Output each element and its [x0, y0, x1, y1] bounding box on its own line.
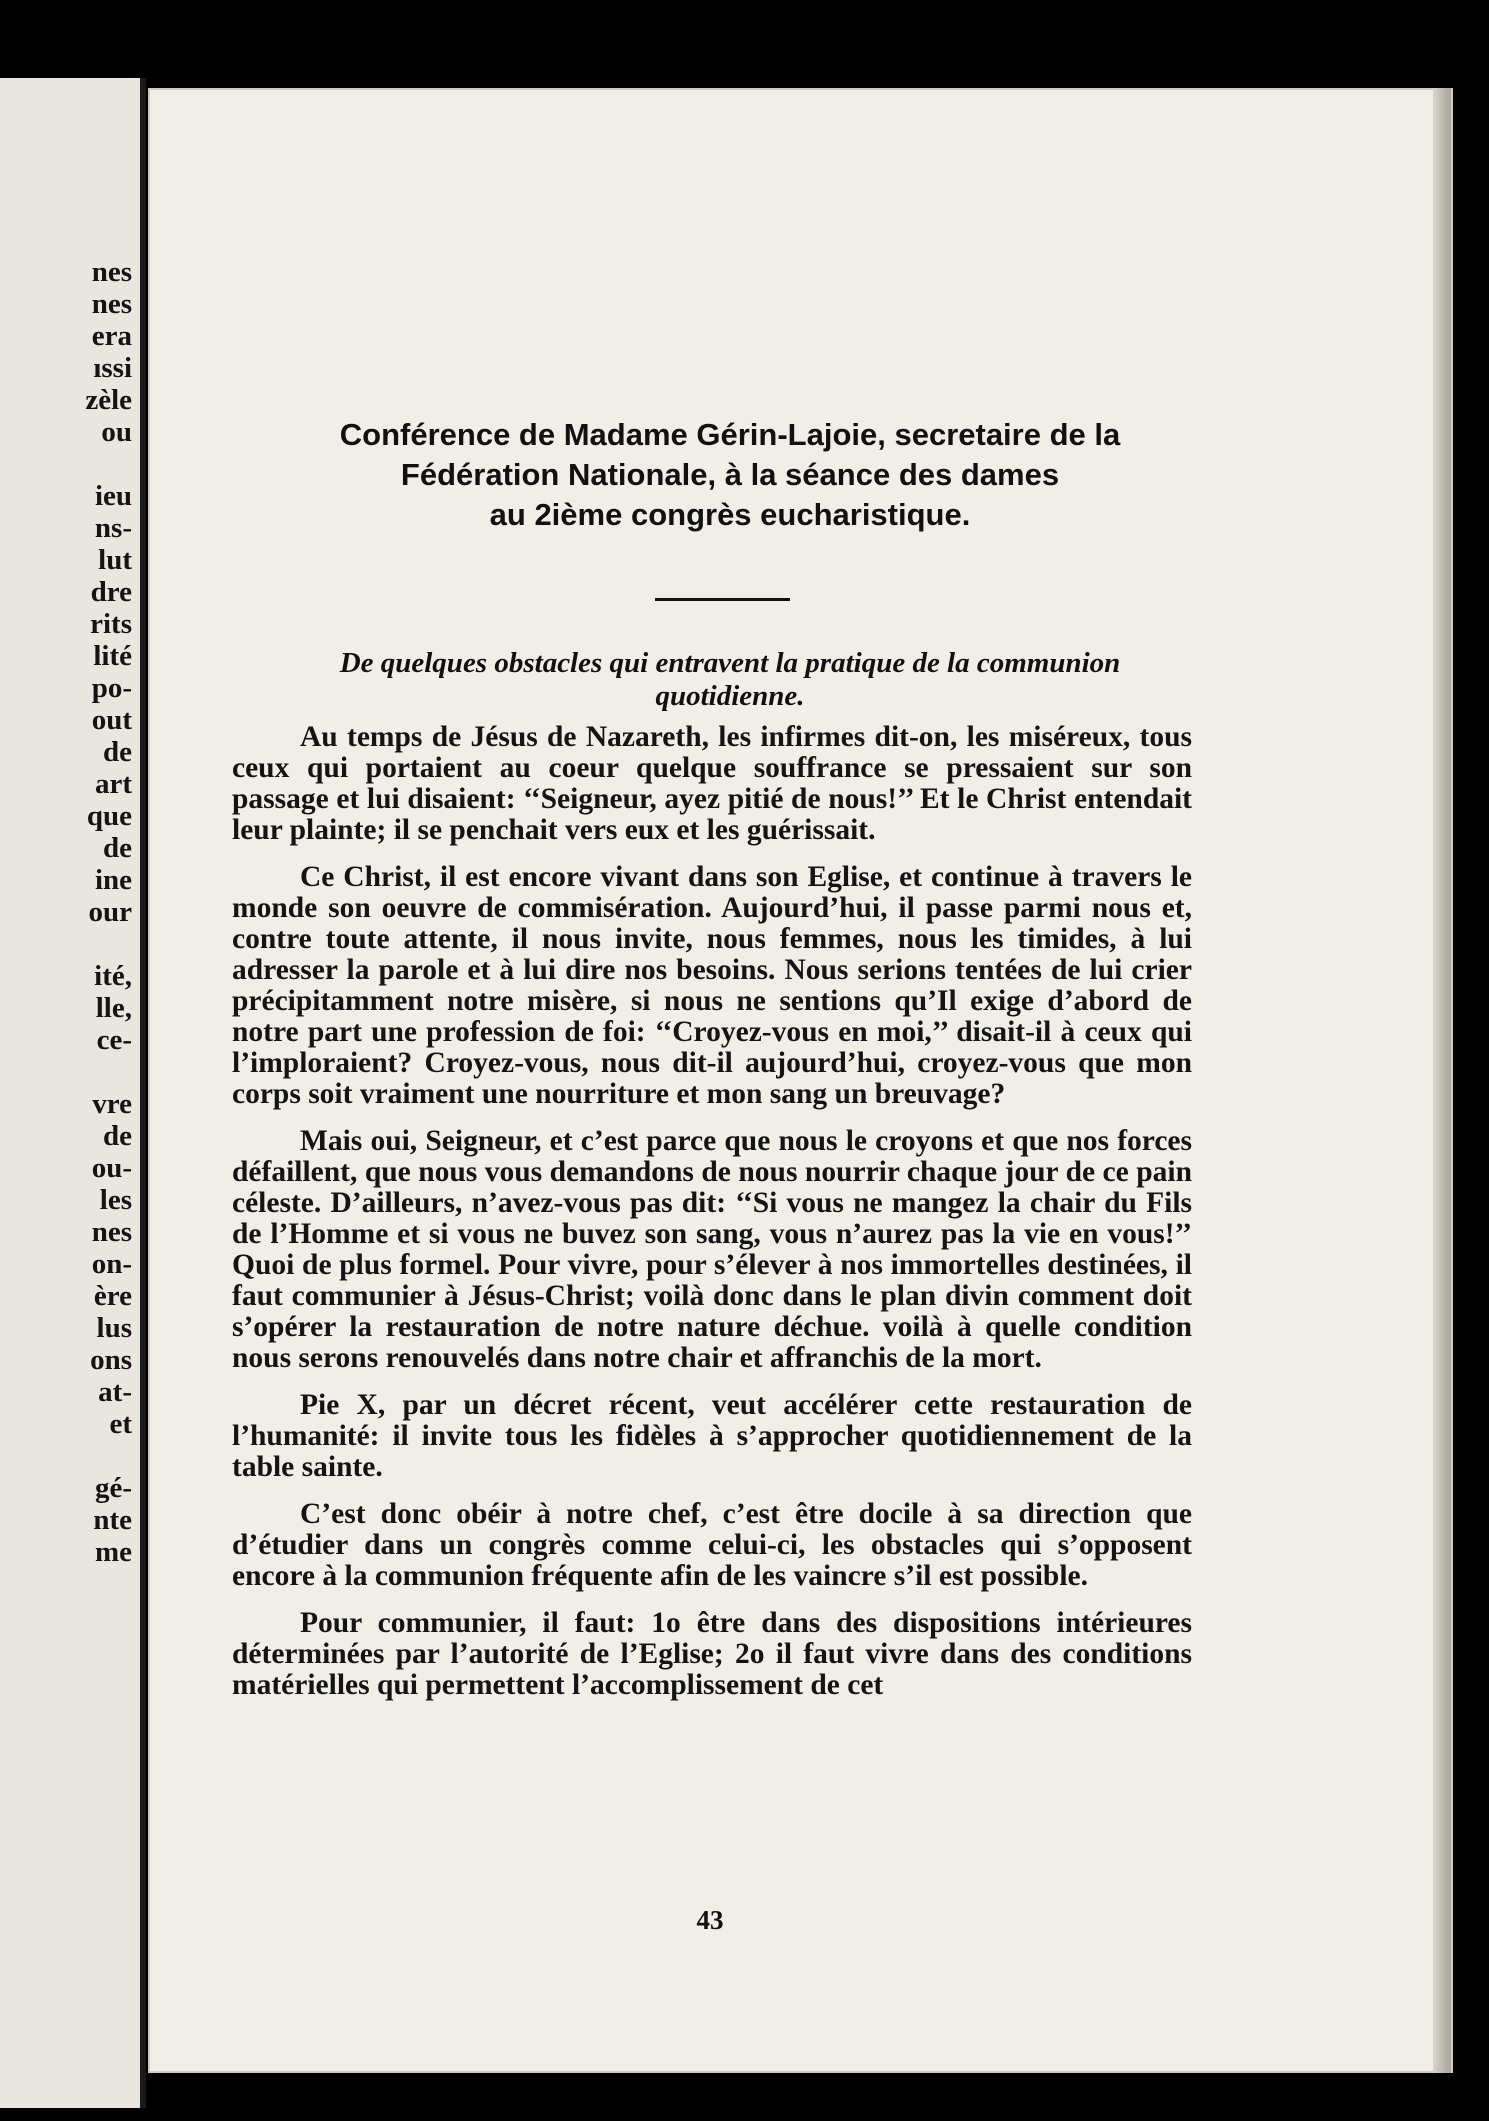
facing-page-line-fragment: nes — [91, 256, 132, 288]
facing-page-line-fragment: our — [88, 896, 132, 928]
facing-page-line-fragment: zèle — [85, 384, 132, 416]
body-paragraph: C’est donc obéir à notre chef, c’est être docile à sa direction que d’étudier dans un congrès comme celui-ci, les obstacles qui s’opposent encore à la communion fréquente afin de les vaincre s’il est possible. — [232, 1498, 1192, 1592]
page-number: 43 — [696, 1905, 724, 1935]
facing-page-line-fragment — [85, 930, 132, 962]
facing-page-line-fragment: ine — [94, 864, 132, 896]
subtitle-line: quotidienne. — [655, 680, 805, 712]
facing-page-line-fragment: lut — [98, 544, 132, 576]
body-paragraph: Ce Christ, il est encore vivant dans son Eglise, et continue à travers le monde son oeuvre de commisération. Aujourd’hui, il passe parmi nous et, contre toute attente, il nous invite, nous femmes, nous les timides, à lui adresser la parole et à lui dire nos besoins. Nous serions tentées de lui crier précipitamment notre misère, si nous ne sentions qu’Il exige d’abord de notre part une profession de foi: ‘‘Croyez-vous en moi,’’ disait-il à ceux qui l’imploraient? Croyez-vous, nous dit-il aujourd’hui, croyez-vous que mon corps soit vraiment une nourriture et mon sang un breuvage? — [232, 861, 1192, 1110]
body-paragraph: Pour communier, il faut: 1o être dans des dispositions intérieures déterminées par l’autorité de l’Eglise; 2o il faut vivre dans des conditions matérielles qui permettent l’accomplissement de cet — [232, 1607, 1192, 1701]
facing-page-line-fragment — [85, 1442, 132, 1474]
facing-page-line-fragment — [85, 1058, 132, 1090]
facing-page-line-fragment: ou- — [91, 1152, 132, 1184]
facing-page-fragment — [0, 78, 146, 2108]
facing-page-line-fragment: ité, — [94, 960, 132, 992]
facing-page-line-fragment: po- — [91, 672, 132, 704]
heading-divider — [655, 598, 790, 601]
facing-page-line-fragment: era — [91, 320, 132, 352]
facing-page-line-fragment: ère — [93, 1280, 132, 1312]
facing-page-line-fragment: ıssi — [93, 352, 132, 384]
facing-page-line-fragment: ieu — [94, 480, 132, 512]
facing-page-line-fragment: at- — [98, 1376, 132, 1408]
facing-page-line-fragment: ns- — [94, 512, 132, 544]
facing-page-line-fragment: lité — [93, 640, 132, 672]
heading-line: Conférence de Madame Gérin-Lajoie, secretaire de la — [339, 417, 1121, 452]
facing-page-line-fragment: ce- — [96, 1024, 132, 1056]
subtitle-line: De quelques obstacles qui entravent la pratique de la communion — [339, 647, 1121, 679]
facing-page-line-fragment: vre — [92, 1088, 132, 1120]
facing-page-line-fragment — [85, 450, 132, 482]
facing-page-line-fragment: me — [94, 1536, 132, 1568]
facing-page-line-fragment: gé- — [94, 1472, 132, 1504]
article-subtitle — [230, 647, 1230, 713]
facing-page-text-column — [85, 258, 132, 1570]
facing-page-line-fragment: et — [109, 1408, 132, 1440]
facing-page-line-fragment: que — [86, 800, 132, 832]
facing-page-line-fragment: de — [103, 832, 132, 864]
facing-page-line-fragment: ou — [101, 416, 132, 448]
facing-page-line-fragment: nte — [93, 1504, 132, 1536]
facing-page-line-fragment: lus — [96, 1312, 132, 1344]
facing-page-line-fragment: de — [103, 1120, 132, 1152]
facing-page-line-fragment: de — [103, 736, 132, 768]
facing-page-line-fragment: nes — [91, 1216, 132, 1248]
body-paragraph: Mais oui, Seigneur, et c’est parce que nous le croyons et que nos forces défaillent, que nous vous demandons de nous nourrir chaque jour de ce pain céleste. D’ailleurs, n’avez-vous pas dit: ‘‘Si vous ne mangez la chair du Fils de l’Homme et si vous ne buvez son sang, vous n’aurez pas la vie en vous!’’ Quoi de plus formel. Pour vivre, pour s’élever à nos immortelles destinées, il faut communier à Jésus-Christ; voilà donc dans le plan divin comment doit s’opérer la restauration de notre nature déchue. voilà à quelle condition nous serons renouvelés dans notre chair et affranchis de la mort. — [232, 1125, 1192, 1374]
facing-page-line-fragment: art — [94, 768, 132, 800]
body-paragraph: Pie X, par un décret récent, veut accélérer cette restauration de l’humanité: il invite tous les fidèles à s’approcher quotidiennement de la table sainte. — [232, 1389, 1192, 1483]
body-paragraph: Au temps de Jésus de Nazareth, les infirmes dit-on, les miséreux, tous ceux qui portaient au coeur quelque souffrance se pressaient sur son passage et lui disaient: ‘‘Seigneur, ayez pitié de nous!’’ Et le Christ entendait leur plainte; il se penchait vers eux et les guérissait. — [232, 721, 1192, 846]
facing-page-line-fragment: out — [91, 704, 132, 736]
heading-line: Fédération Nationale, à la séance des dames — [400, 457, 1060, 492]
article-heading — [280, 415, 1180, 535]
article-body — [232, 722, 1192, 1717]
facing-page-line-fragment: on- — [91, 1248, 132, 1280]
facing-page-line-fragment: nes — [91, 288, 132, 320]
heading-line: au 2ième congrès eucharistique. — [489, 497, 971, 532]
facing-page-line-fragment: dre — [90, 576, 132, 608]
facing-page-line-fragment: lle, — [95, 992, 132, 1024]
page-edge-shadow — [1433, 88, 1451, 2073]
facing-page-line-fragment: ons — [90, 1344, 132, 1376]
facing-page-line-fragment: les — [99, 1184, 132, 1216]
facing-page-line-fragment: rits — [90, 608, 132, 640]
